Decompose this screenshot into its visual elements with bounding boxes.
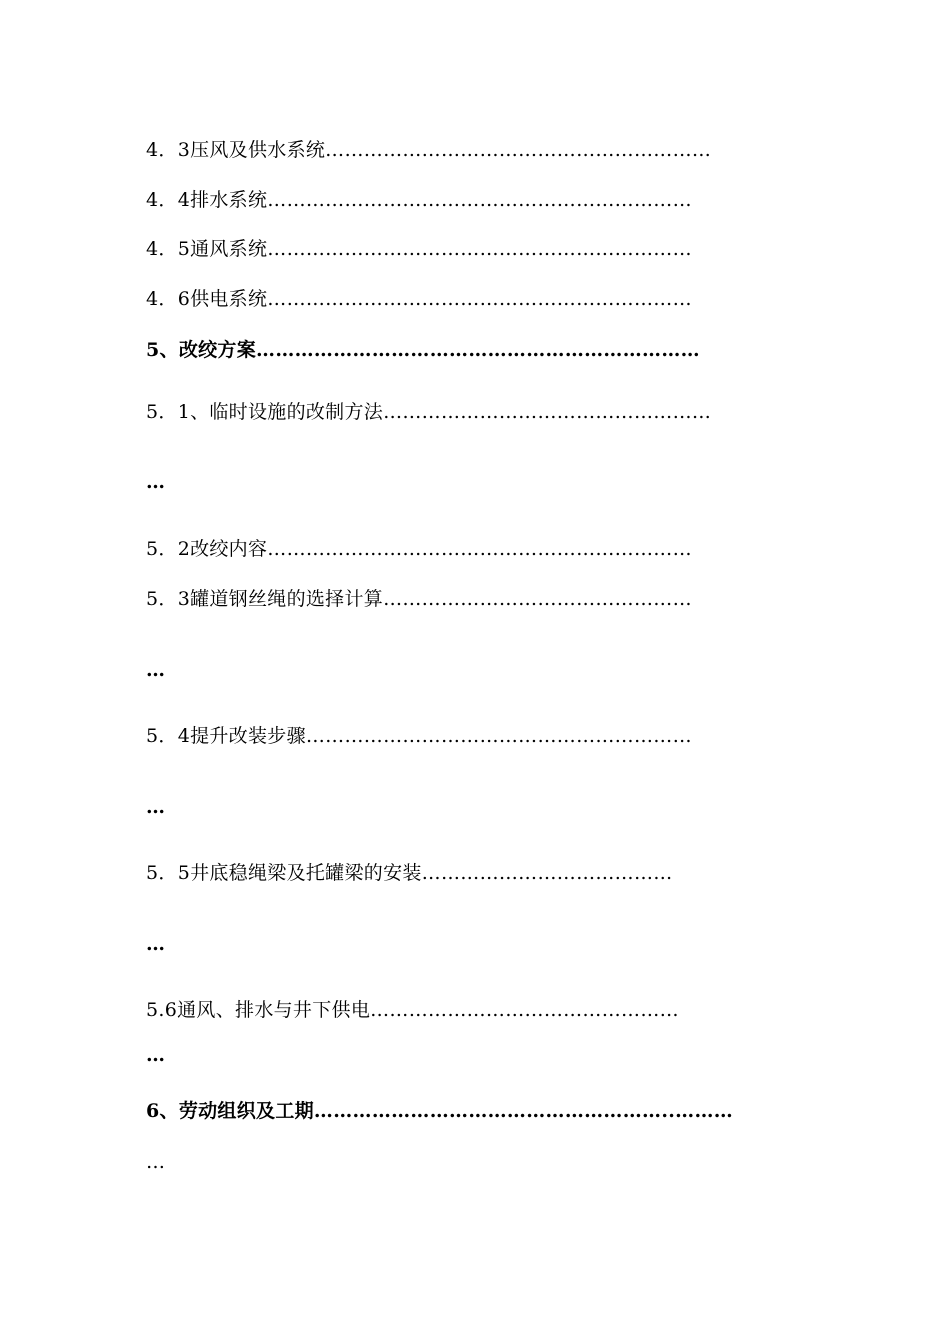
toc-entry-5-6-continuation: …	[146, 1044, 165, 1066]
toc-entry-5-3: 5．3罐道钢丝绳的选择计算…………………………………………	[146, 588, 692, 610]
toc-entry-4-5: 4．5通风系统…………………………………………………………	[146, 238, 692, 260]
toc-entry-5-5-continuation: …	[146, 933, 165, 955]
toc-entry-5-5: 5．5井底稳绳梁及托罐梁的安装…………………………………	[146, 862, 673, 884]
toc-entry-5-3-continuation: …	[146, 659, 165, 681]
toc-entry-5-heading: 5、改绞方案……………………………………………………………	[146, 339, 700, 361]
toc-entry-5-2: 5．2改绞内容…………………………………………………………	[146, 538, 692, 560]
toc-entry-5-4-continuation: …	[146, 796, 165, 818]
toc-entry-5-1-continuation: …	[146, 471, 165, 493]
toc-entry-6-heading: 6、劳动组织及工期………………………………………………..………	[146, 1100, 734, 1122]
toc-entry-4-4: 4．4排水系统…………………………………………………………	[146, 189, 692, 211]
toc-entry-6-continuation: …	[146, 1151, 165, 1173]
toc-entry-4-3: 4．3压风及供水系统……………………………………………………	[146, 139, 712, 161]
toc-entry-5-4: 5．4提升改装步骤……………………………………………………	[146, 725, 692, 747]
toc-entry-4-6: 4．6供电系统…………………………………………………………	[146, 288, 692, 310]
toc-entry-5-1: 5．1、临时设施的改制方法……………………………………………	[146, 401, 712, 423]
toc-entry-5-6: 5.6通风、排水与井下供电…………………………………………	[146, 999, 679, 1021]
